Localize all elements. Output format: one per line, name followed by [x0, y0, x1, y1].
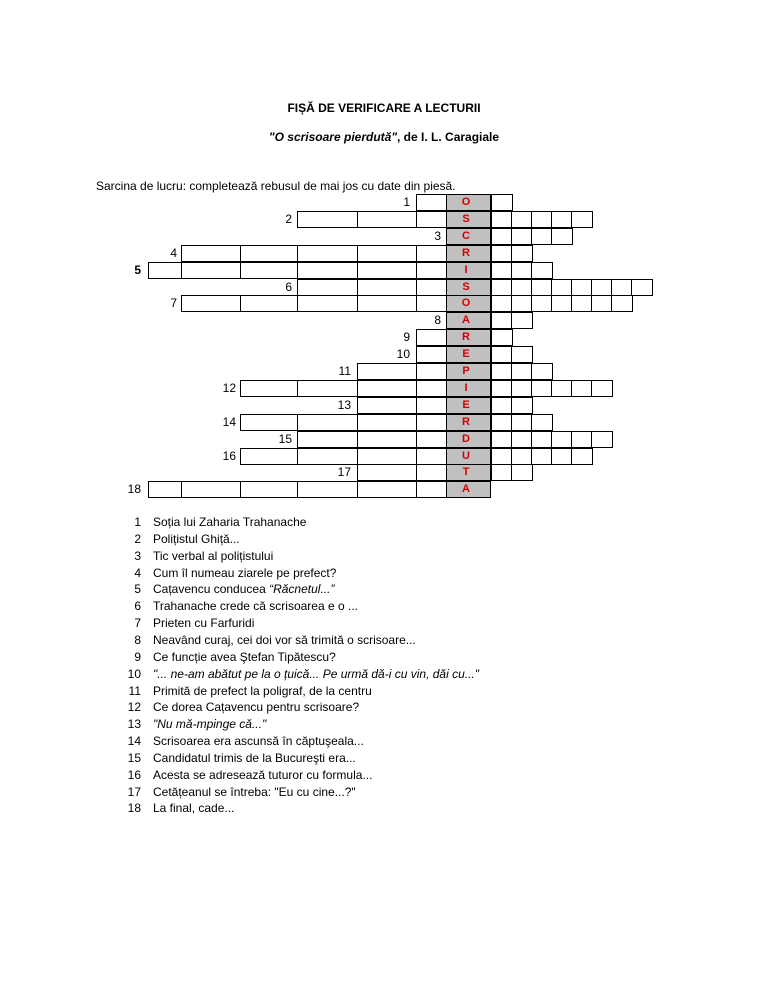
- key-letter: R: [462, 246, 470, 259]
- row-number: 2: [285, 211, 292, 226]
- crossword-cell[interactable]: [491, 380, 513, 397]
- crossword-cell[interactable]: [297, 211, 359, 228]
- clue-text: Neavând curaj, cei doi vor să trimită o scrisoare...: [153, 632, 416, 647]
- crossword-cell[interactable]: [297, 431, 359, 448]
- crossword-cell[interactable]: [181, 262, 242, 279]
- crossword-cell[interactable]: [491, 363, 513, 380]
- crossword-cell[interactable]: [511, 279, 533, 296]
- clue-text: Cetățeanul se întreba: "Eu cu cine...?": [153, 784, 356, 799]
- key-letter: A: [462, 314, 470, 327]
- clue-number: 8: [134, 632, 141, 647]
- crossword-cell[interactable]: [511, 380, 533, 397]
- crossword-cell[interactable]: [491, 262, 513, 279]
- key-letter: U: [462, 449, 470, 462]
- key-letter: E: [462, 398, 470, 411]
- crossword-cell[interactable]: [571, 380, 593, 397]
- crossword-cell[interactable]: [511, 262, 533, 279]
- clue-text: Ce dorea Cațavencu pentru scrisoare?: [153, 700, 360, 715]
- crossword-cell[interactable]: [511, 346, 533, 363]
- task-instruction: Sarcina de lucru: completează rebusul de mai jos cu date din piesă.: [96, 179, 456, 193]
- crossword-cell[interactable]: [571, 279, 593, 296]
- clue-text: Scrisoarea era ascunsă în căptuşeala...: [153, 734, 364, 749]
- key-letter: O: [461, 196, 471, 208]
- crossword-cell[interactable]: [551, 211, 573, 228]
- crossword-cell[interactable]: [357, 295, 418, 312]
- crossword-cell[interactable]: [511, 397, 533, 414]
- clue-number: 5: [134, 582, 141, 597]
- crossword-cell[interactable]: [357, 397, 418, 414]
- crossword-cell[interactable]: [416, 363, 448, 380]
- crossword-cell[interactable]: [491, 295, 513, 312]
- clue-text: Candidatul trimis de la Bucureşti era...: [153, 750, 356, 765]
- crossword-cell[interactable]: [416, 448, 448, 465]
- crossword-cell[interactable]: [416, 414, 448, 431]
- crossword-cell[interactable]: [491, 211, 513, 228]
- crossword-cell[interactable]: [416, 245, 448, 262]
- crossword-cell[interactable]: [511, 295, 533, 312]
- row-number: 4: [170, 245, 177, 260]
- crossword-cell[interactable]: [357, 211, 418, 228]
- crossword-cell[interactable]: [531, 431, 553, 448]
- key-letter: T: [462, 466, 470, 479]
- crossword-cell[interactable]: [611, 295, 633, 312]
- crossword-cell[interactable]: [611, 279, 633, 296]
- crossword-cell[interactable]: [357, 464, 418, 481]
- crossword-cell[interactable]: [416, 464, 448, 481]
- crossword-cell[interactable]: [511, 448, 533, 465]
- crossword-cell[interactable]: [416, 211, 448, 228]
- crossword-cell[interactable]: [297, 279, 359, 296]
- crossword-cell[interactable]: [491, 448, 513, 465]
- clue-quote: "Nu mă-mpinge că...": [153, 717, 267, 732]
- row-number: 6: [285, 279, 292, 294]
- crossword-cell[interactable]: [181, 295, 242, 312]
- crossword-cell[interactable]: [240, 380, 299, 397]
- crossword-cell[interactable]: [531, 363, 553, 380]
- crossword-cell[interactable]: [491, 312, 513, 329]
- crossword-cell[interactable]: [297, 380, 359, 397]
- crossword-cell[interactable]: [416, 380, 448, 397]
- crossword-cell[interactable]: [416, 329, 448, 346]
- crossword-cell[interactable]: [511, 228, 533, 245]
- crossword-cell[interactable]: [416, 397, 448, 414]
- crossword-cell[interactable]: [511, 464, 533, 481]
- crossword-cell[interactable]: [491, 228, 513, 245]
- crossword-cell[interactable]: [511, 431, 533, 448]
- clue-text: Cațavencu conducea “Răcnetul...”: [153, 582, 335, 597]
- crossword-cell[interactable]: [531, 262, 553, 279]
- key-letter: P: [462, 365, 470, 377]
- crossword-cell[interactable]: [357, 414, 418, 431]
- clue-text: [153, 716, 266, 733]
- crossword-cell[interactable]: [181, 481, 242, 498]
- row-number: 18: [127, 482, 141, 497]
- clue-number: 13: [127, 717, 141, 732]
- clue-number: 11: [128, 683, 141, 698]
- crossword-cell[interactable]: [531, 228, 553, 245]
- row-number: 10: [396, 347, 410, 362]
- crossword-cell[interactable]: [551, 228, 573, 245]
- clue-text: Primită de prefect la poligraf, de la centru: [153, 683, 372, 698]
- clue-number: 4: [134, 565, 141, 580]
- clue-number: 15: [127, 750, 141, 765]
- crossword-cell[interactable]: [491, 414, 513, 431]
- key-letter: R: [462, 415, 470, 428]
- key-letter: A: [462, 483, 470, 496]
- key-letter: R: [462, 331, 470, 344]
- crossword-cell[interactable]: [357, 448, 418, 465]
- crossword-cell[interactable]: [491, 431, 513, 448]
- crossword-cell[interactable]: [357, 245, 418, 262]
- clue-number: 12: [127, 700, 141, 715]
- row-number: 13: [337, 397, 351, 412]
- crossword-cell[interactable]: [181, 245, 242, 262]
- crossword-cell[interactable]: [297, 262, 359, 279]
- clue-number: 1: [134, 515, 141, 529]
- row-number: 7: [170, 296, 177, 311]
- crossword-cell[interactable]: [571, 295, 593, 312]
- clue-number: 6: [134, 599, 141, 614]
- crossword-cell[interactable]: [297, 481, 359, 498]
- crossword-cell[interactable]: [297, 295, 359, 312]
- crossword-cell[interactable]: [357, 262, 418, 279]
- page-title: FIȘĂ DE VERIFICARE A LECTURII: [287, 101, 481, 115]
- crossword-cell[interactable]: [416, 262, 448, 279]
- crossword-cell[interactable]: [551, 279, 573, 296]
- crossword-cell[interactable]: [511, 211, 533, 228]
- key-letter: I: [464, 381, 468, 394]
- clue-text: Cum îl numeau ziarele pe prefect?: [153, 565, 337, 580]
- row-number: 9: [403, 330, 410, 345]
- crossword-cell[interactable]: [531, 380, 553, 397]
- key-letter: C: [462, 229, 470, 242]
- clue-text: Acesta se adresează tuturor cu formula...: [153, 767, 373, 782]
- clue-text: Polițistul Ghiță...: [153, 531, 240, 546]
- crossword-cell[interactable]: [416, 431, 448, 448]
- crossword-cell[interactable]: [591, 295, 613, 312]
- crossword-cell[interactable]: [148, 262, 183, 279]
- clue-text: Tic verbal al polițistului: [153, 548, 274, 563]
- author-text: , de I. L. Caragiale: [397, 130, 500, 144]
- key-letter: E: [462, 348, 470, 361]
- crossword-cell[interactable]: [240, 245, 299, 262]
- crossword-cell[interactable]: [297, 448, 359, 465]
- crossword-cell[interactable]: [551, 380, 573, 397]
- row-number: 5: [134, 262, 141, 277]
- row-number: 11: [338, 364, 351, 378]
- crossword-cell[interactable]: [416, 194, 448, 211]
- crossword-cell[interactable]: [491, 245, 513, 262]
- clue-number: 17: [127, 784, 141, 799]
- clue-number: 10: [127, 666, 141, 681]
- crossword-cell[interactable]: [511, 414, 533, 431]
- crossword-cell[interactable]: [240, 295, 299, 312]
- crossword-cell[interactable]: [240, 481, 299, 498]
- row-number: 14: [222, 414, 236, 429]
- crossword-cell[interactable]: [591, 431, 613, 448]
- crossword-cell[interactable]: [531, 414, 553, 431]
- crossword-cell[interactable]: [571, 431, 593, 448]
- crossword-cell[interactable]: [357, 363, 418, 380]
- clue-text: Ce funcție avea Ştefan Tipătescu?: [153, 649, 336, 664]
- clue-number: 3: [134, 548, 141, 563]
- crossword-cell[interactable]: [531, 448, 553, 465]
- clue-quote: “Răcnetul...”: [269, 582, 335, 597]
- crossword-cell[interactable]: [551, 448, 573, 465]
- crossword-cell[interactable]: [240, 448, 299, 465]
- clue-text: Soția lui Zaharia Trahanache: [153, 515, 307, 529]
- clue-number: 14: [127, 734, 141, 749]
- crossword-cell[interactable]: [511, 312, 533, 329]
- crossword-cell[interactable]: [357, 380, 418, 397]
- row-number: 17: [337, 465, 351, 480]
- clue-number: 2: [134, 531, 141, 546]
- crossword-cell[interactable]: [571, 211, 593, 228]
- clue-number: 7: [134, 616, 141, 631]
- crossword-cell[interactable]: [416, 295, 448, 312]
- crossword-cell[interactable]: [531, 295, 553, 312]
- crossword-cell[interactable]: [491, 346, 513, 363]
- crossword-cell[interactable]: [491, 464, 513, 481]
- crossword-cell[interactable]: [297, 414, 359, 431]
- crossword-cell[interactable]: [551, 295, 573, 312]
- crossword-cell[interactable]: [511, 363, 533, 380]
- row-number: 3: [434, 228, 441, 243]
- clue-text: Trahanache crede că scrisoarea e o ...: [153, 599, 358, 614]
- crossword-cell[interactable]: [551, 431, 573, 448]
- crossword-cell[interactable]: [240, 262, 299, 279]
- crossword-cell[interactable]: [491, 279, 513, 296]
- clue-text: La final, cade...: [153, 801, 235, 816]
- key-letter: O: [461, 297, 471, 310]
- crossword-cell[interactable]: [591, 279, 613, 296]
- crossword-cell[interactable]: [531, 279, 553, 296]
- clue-text: [153, 666, 479, 683]
- row-number: 16: [222, 448, 236, 463]
- crossword-cell[interactable]: [511, 245, 533, 262]
- crossword-cell[interactable]: [148, 481, 183, 498]
- crossword-cell[interactable]: [416, 279, 448, 296]
- crossword-cell[interactable]: [416, 346, 448, 363]
- crossword-cell[interactable]: [357, 481, 418, 498]
- crossword-cell[interactable]: [491, 329, 513, 346]
- row-number: 8: [434, 313, 441, 328]
- crossword-cell[interactable]: [491, 397, 513, 414]
- crossword-cell[interactable]: [491, 194, 513, 211]
- crossword-cell[interactable]: [297, 245, 359, 262]
- clue-number: 9: [134, 649, 141, 664]
- clue-number: 18: [127, 801, 141, 816]
- key-letter: I: [464, 263, 468, 276]
- row-number: 12: [222, 380, 236, 395]
- key-letter: S: [462, 280, 470, 293]
- crossword-cell[interactable]: [631, 279, 653, 296]
- crossword-cell[interactable]: [531, 211, 553, 228]
- row-number: 15: [278, 431, 292, 446]
- key-letter: S: [462, 212, 470, 225]
- crossword-cell[interactable]: [416, 481, 448, 498]
- crossword-cell[interactable]: [357, 279, 418, 296]
- crossword-cell[interactable]: [571, 448, 593, 465]
- work-title: "O scrisoare pierdută": [268, 130, 398, 144]
- clue-quote: "... ne-am abătut pe la o țuică... Pe urmă dă-i cu vin, dăi cu...": [153, 666, 480, 681]
- crossword-cell[interactable]: [240, 414, 299, 431]
- crossword-cell[interactable]: [591, 380, 613, 397]
- clue-text: Prieten cu Farfuridi: [153, 616, 255, 631]
- key-letter: D: [462, 432, 470, 445]
- clue-number: 16: [127, 767, 141, 782]
- crossword-cell[interactable]: [357, 431, 418, 448]
- row-number: 1: [403, 195, 410, 209]
